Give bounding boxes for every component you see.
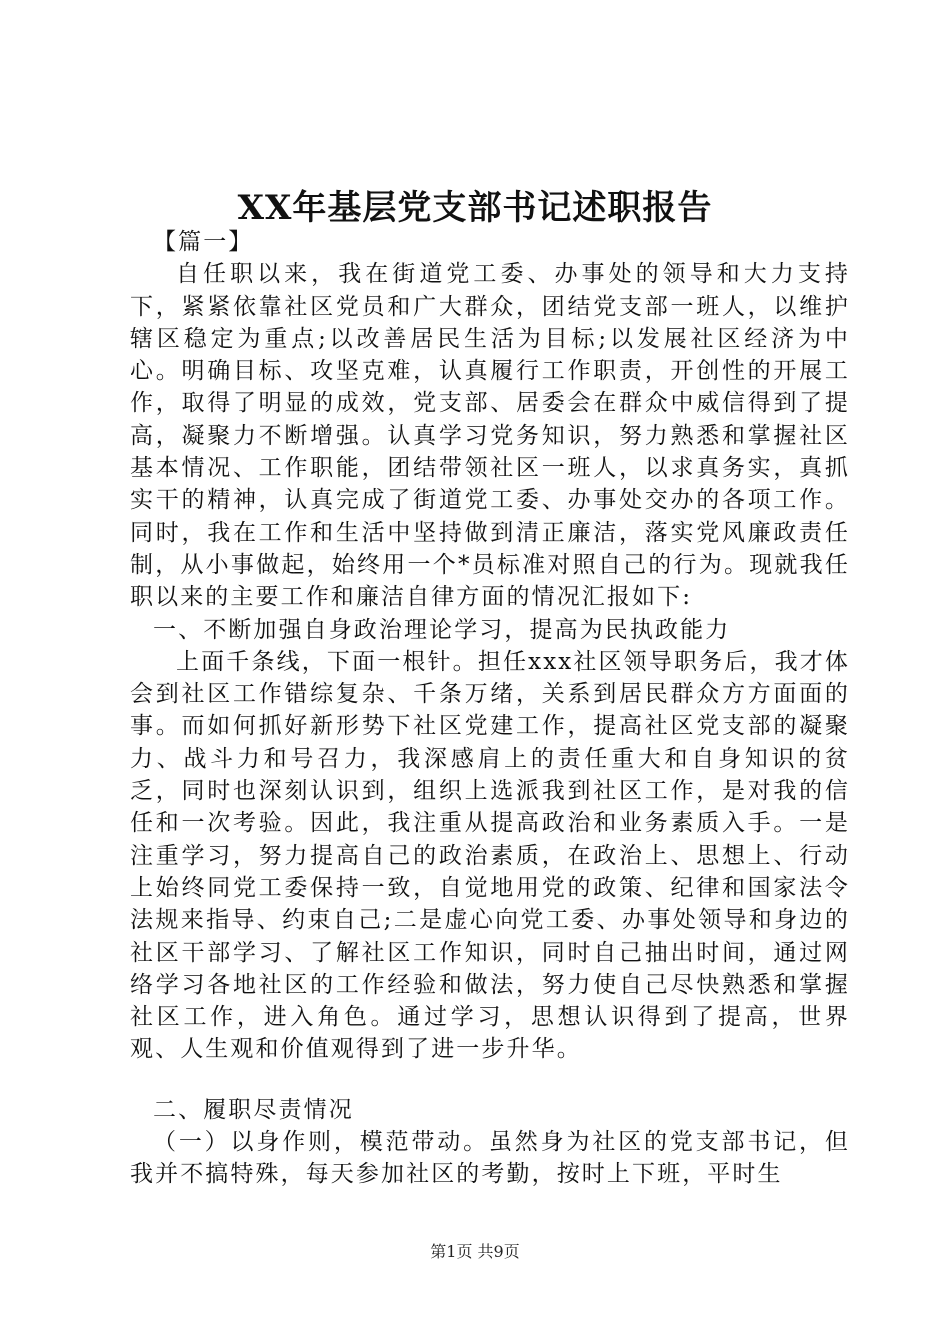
heading-section-1: 一、不断加强自身政治理论学习，提高为民执政能力	[153, 616, 731, 643]
paragraph-section-1: 上面千条线，下面一根针。担任xxx社区领导职务后，我才体会到社区工作错综复杂、千条万绪，关系到居民群众方方面面的事。而如何抓好新形势下社区党建工作，提高社区党支部的凝聚力、战斗力和号召力，我深感肩上的责任重大和自身知识的贫乏，同时也深刻认识到，组织上选派我到社区工作，是对我的信任和一次考验。因此，我注重从提高政治和业务素质入手。一是注重学习，努力提高自己的政治素质，在政治上、思想上、行动上始终同党工委保持一致，自觉地用党的政策、纪律和国家法令法规来指导、约束自己;二是虚心向党工委、办事处领导和身边的社区干部学习、了解社区工作知识，同时自己抽出时间，通过网络学习各地社区的工作经验和做法，努力使自己尽快熟悉和掌握社区工作，进入角色。通过学习，思想认识得到了提高，世界观、人生观和价值观得到了进一步升华。	[130, 648, 850, 1063]
paragraph-gap	[130, 1066, 850, 1094]
paragraph-section-2-1: （一）以身作则，模范带动。虽然身为社区的党支部书记，但我并不搞特殊，每天参加社区的考勤，按时上下班，平时生	[130, 1129, 850, 1188]
document-body	[130, 226, 850, 1191]
heading-section-2: 二、履职尽责情况	[153, 1096, 354, 1123]
page-number-footer: 第1页 共9页	[430, 1242, 520, 1261]
paragraph-intro: 自任职以来，我在街道党工委、办事处的领导和大力支持下，紧紧依靠社区党员和广大群众，团结党支部一班人，以维护辖区稳定为重点;以改善居民生活为目标;以发展社区经济为中心。明确目标、攻坚克难，认真履行工作职责，开创性的开展工作，取得了明显的成效，党支部、居委会在群众中威信得到了提高，凝聚力不断增强。认真学习党务知识，努力熟悉和掌握社区基本情况、工作职能，团结带领社区一班人，以求真务实，真抓实干的精神，认真完成了街道党工委、办事处交办的各项工作。同时，我在工作和生活中坚持做到清正廉洁，落实党风廉政责任制，从小事做起，始终用一个*员标准对照自己的行为。现就我任职以来的主要工作和廉洁自律方面的情况汇报如下:	[130, 261, 850, 611]
document-title: XX年基层党支部书记述职报告	[237, 188, 713, 228]
section-tag: 【篇一】	[153, 229, 254, 255]
